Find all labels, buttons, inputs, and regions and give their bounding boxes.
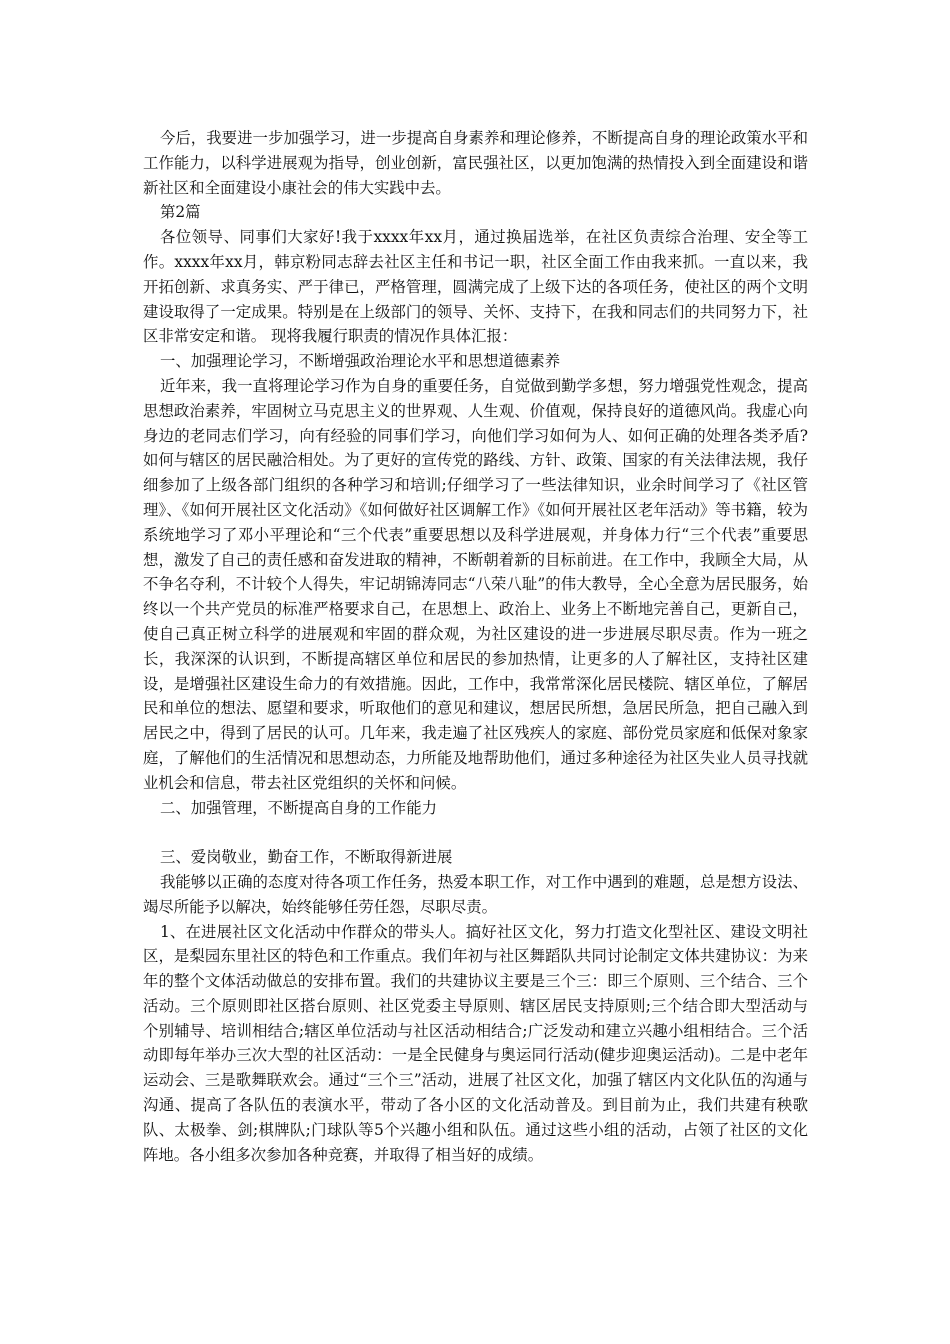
item-1-paragraph: 1、在进展社区文化活动中作群众的带头人。搞好社区文化，努力打造文化型社区、建设文明社区，是梨园东里社区的特色和工作重点。我们年初与社区舞蹈队共同讨论制定文体共建协议：为来年的整个文体活动做总的安排布置。我们的共建协议主要是三个三：即三个原则、三个结合、三个活动。三个原则即社区搭台原则、社区党委主导原则、辖区居民支持原则;三个结合即大型活动与个别辅导、培训相结合;辖区单位活动与社区活动相结合;广泛发动和建立兴趣小组相结合。三个活动即每年举办三次大型的社区活动：一是全民健身与奥运同行活动(健步迎奥运活动)。二是中老年运动会、三是歌舞联欢会。通过“三个三”活动，进展了社区文化，加强了辖区内文化队伍的沟通与沟通、提高了各队伍的表演水平，带动了各小区的文化活动普及。到目前为止，我们共建有秧歌队、太极拳、剑;棋牌队;门球队等5个兴趣小组和队伍。通过这些小组的活动，占领了社区的文化阵地。各小组多次参加各种竞赛，并取得了相当好的成绩。 — [143, 922, 808, 1164]
section-heading-1: 一、加强理论学习，不断增强政治理论水平和思想道德素养 — [159, 352, 561, 371]
section-heading-3: 三、爱岗敬业，勤奋工作，不断取得新进展 — [159, 848, 453, 867]
section-heading-2: 二、加强管理，不断提高自身的工作能力 — [159, 798, 437, 817]
blank-line — [143, 820, 808, 845]
part-heading: 第2篇 — [159, 203, 201, 222]
section-1-paragraph: 近年来，我一直将理论学习作为自身的重要任务，自觉做到勤学多想，努力增强党性观念，提高思想政治素养，牢固树立马克思主义的世界观、人生观、价值观，保持良好的道德风尚。我虚心向身边的老同志们学习，向有经验的同事们学习，向他们学习如何为人、如何正确的处理各类矛盾?如何与辖区的居民融洽相处。为了更好的宣传党的路线、方针、政策、国家的有关法律法规，我仔细参加了上级各部门组织的各种学习和培训;仔细学习了一些法律知识，业余时间学习了《社区管理》、《如何开展社区文化活动》《如何做好社区调解工作》《如何开展社区老年活动》等书籍，较为系统地学习了邓小平理论和“三个代表”重要思想以及科学进展观，并身体力行“三个代表”重要思想，激发了自己的责任感和奋发进取的精神，不断朝着新的目标前进。在工作中，我顾全大局，从不争名夺利，不计较个人得失，牢记胡锦涛同志“八荣八耻”的伟大教导，全心全意为居民服务，始终以一个共产党员的标准严格要求自己，在思想上、政治上、业务上不断地完善自己，更新自己，使自己真正树立科学的进展观和牢固的群众观，为社区建设的进一步进展尽职尽责。作为一班之长，我深深的认识到，不断提高辖区单位和居民的参加热情，让更多的人了解社区，支持社区建设，是增强社区建设生命力的有效措施。因此，工作中，我常常深化居民楼院、辖区单位，了解居民和单位的想法、愿望和要求，听取他们的意见和建议，想居民所想，急居民所急，把自己融入到居民之中，得到了居民的认可。几年来，我走遍了社区残疾人的家庭、部份党员家庭和低保对象家庭，了解他们的生活情况和思想动态，力所能及地帮助他们，通过多种途径为社区失业人员寻找就业机会和信息，带去社区党组织的关怀和问候。 — [143, 376, 808, 792]
intro-paragraph: 今后，我要进一步加强学习，进一步提高自身素养和理论修养，不断提高自身的理论政策水平和工作能力，以科学进展观为指导，创业创新，富民强社区，以更加饱满的热情投入到全面建设和谐新社区和全面建设小康社会的伟大实践中去。 — [143, 129, 808, 197]
section-3-paragraph: 我能够以正确的态度对待各项工作任务，热爱本职工作，对工作中遇到的难题，总是想方设法、竭尽所能予以解决，始终能够任劳任怨，尽职尽责。 — [143, 872, 808, 916]
opening-paragraph: 各位领导、同事们大家好!我于xxxx年xx月，通过换届选举，在社区负责综合治理、安全等工作。xxxx年xx月，韩京粉同志辞去社区主任和书记一职，社区全面工作由我来抓。一直以来，我开拓创新、求真务实、严于律已，严格管理，圆满完成了上级下达的各项任务，使社区的两个文明建设取得了一定成果。特别是在上级部门的领导、关怀、支持下，在我和同志们的共同努力下，社区非常安定和谐。 现将我履行职责的情况作具体汇报： — [143, 228, 808, 346]
document-body — [143, 126, 808, 1167]
